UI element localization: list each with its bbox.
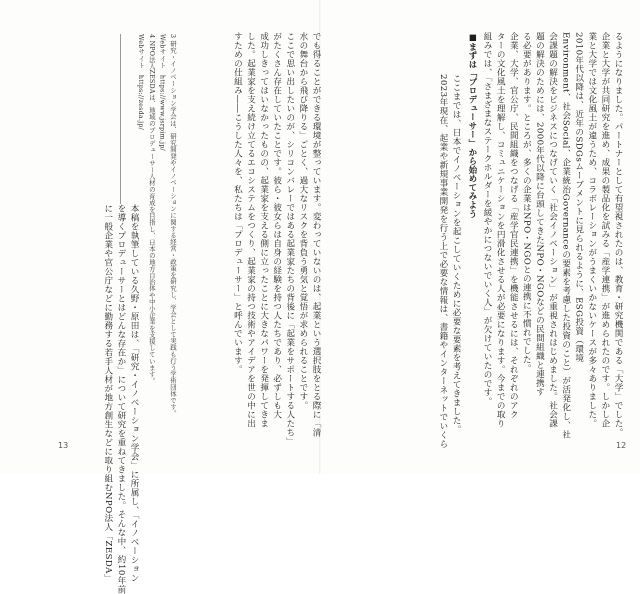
- body-line: すための仕組み――こうした人々を、私たちは「プロデューサー」と呼んでいます。: [232, 32, 243, 374]
- body-line: 成功しきってはいなかったものの、起業家を支える側に立ったことに大きなパワーを発揮してきま: [258, 32, 269, 428]
- body-line: した。起業家を支え続け立てるエコシステムをつくり、起業家の持つ技術やアイデアを世の中に出: [245, 32, 256, 428]
- section-heading: ■まずは「プロデューサー」から始めてみよう: [468, 32, 478, 219]
- body-line: がたくさん存在していたことです。彼ら・彼女らは自身の経験を持つ人たちであり、必ずしも大: [271, 32, 282, 419]
- body-line: 企業と大学が共同研究を進め、成果の製品化を試みる「産学連携」が進められたのです。しかし企: [599, 32, 610, 428]
- body-line: に一般企業や官公庁などに勤務する若手人材が地方創生などに取り組むNPO法人「ZESDA」: [102, 204, 113, 583]
- right-page-body: [482, 32, 624, 439]
- body-line: 組みでは、「さまざまなステークホルダーを緩やかにつないでいく人」が欠けていたのです。: [482, 32, 493, 406]
- footnote: 3 研究・イノベーション学会は、研究開発やイノベーションに関する経営・政策を研究し、学会として実践も行う学術団体です。: [169, 34, 177, 417]
- body-line: Environment、社会Social、企業統治Governanceの要素を考慮した投資のこと）が活発化し、社: [560, 32, 571, 439]
- footnote-url[interactable]: Webサイト https://zesda.jp/: [137, 34, 146, 130]
- footnote-divider: [120, 34, 121, 204]
- body-line: でも得ることができる環境が整っています。変わっていないのは、起業という選択肢をとる際に「清: [311, 32, 321, 437]
- body-line: 業と大学では文化風土が違うため、コラボレーションがうまくいかないケースが多々ありました。: [586, 32, 597, 428]
- body-line: る必要があります。ところが、多くの企業はNPO・NGOとの連携に不慣れでした。: [521, 32, 532, 374]
- footnote-url[interactable]: Webサイト https://www.jsrpim.jp/: [158, 34, 167, 151]
- page-number-right: 12: [616, 441, 627, 450]
- body-line: 2023年現在、起業や新規事業開発を行う上で必要な情報は、書籍やインターネットでいくら: [437, 74, 448, 449]
- footnote: 4 NPO法人ZESDAは、地域のプロデューサー人材の育成を目指し、日本の地方自治体や中小企業を支援しています。: [147, 34, 156, 385]
- right-page: [320, 0, 640, 474]
- body-line: ここで思い出したいのが、シリコンバレーではある起業家たちの背後に「起業をサポートする人たち」: [284, 32, 295, 446]
- right-page-body-continued: [422, 74, 462, 449]
- body-line: を導くプロデューサーとはどんな存在か」について研究を重ねてきました。そんな中、約10年前: [115, 204, 126, 594]
- body-line: 題の解決のためには、2000年代以降に台頭してきたNPO・NGOなどの民間組織と連携す: [534, 32, 545, 397]
- body-line: ここまでは、日本でイノベーションを起こしていくために必要な要素を考えてきました。: [451, 74, 461, 434]
- page-number-left: 13: [58, 441, 69, 450]
- body-line: 2010年代以降は、近年のSDGsムーブメントに見られるように、ESG投資（環境: [573, 32, 584, 363]
- body-line: ターの文化風土を理解し、コミュニケーションを円滑化させる人が必要になります。今までの取り: [495, 32, 506, 428]
- body-line: 水の舞台から飛び降りる」ごとく、過大なリスクを背負う勇気と覚悟が求められることです。: [297, 32, 308, 410]
- body-line: 本稿を執筆している久野・原田は、「研究・イノベーション学会」に所属し、「イノベーション: [129, 204, 139, 583]
- body-line: るようになりました。パートナーとして有望視されたのは、教育・研究機関である「大学」でした。: [613, 32, 623, 437]
- left-page-body: [192, 32, 322, 446]
- body-line: 企業、大学、官公庁、民間組織をつなげる「産学官民連携」を機能させるには、それぞれのアク: [508, 32, 519, 419]
- body-line: 会課題の解決をビジネスにつなげていく「社会イノベーション」が重視されはじめました。社会課: [547, 32, 558, 428]
